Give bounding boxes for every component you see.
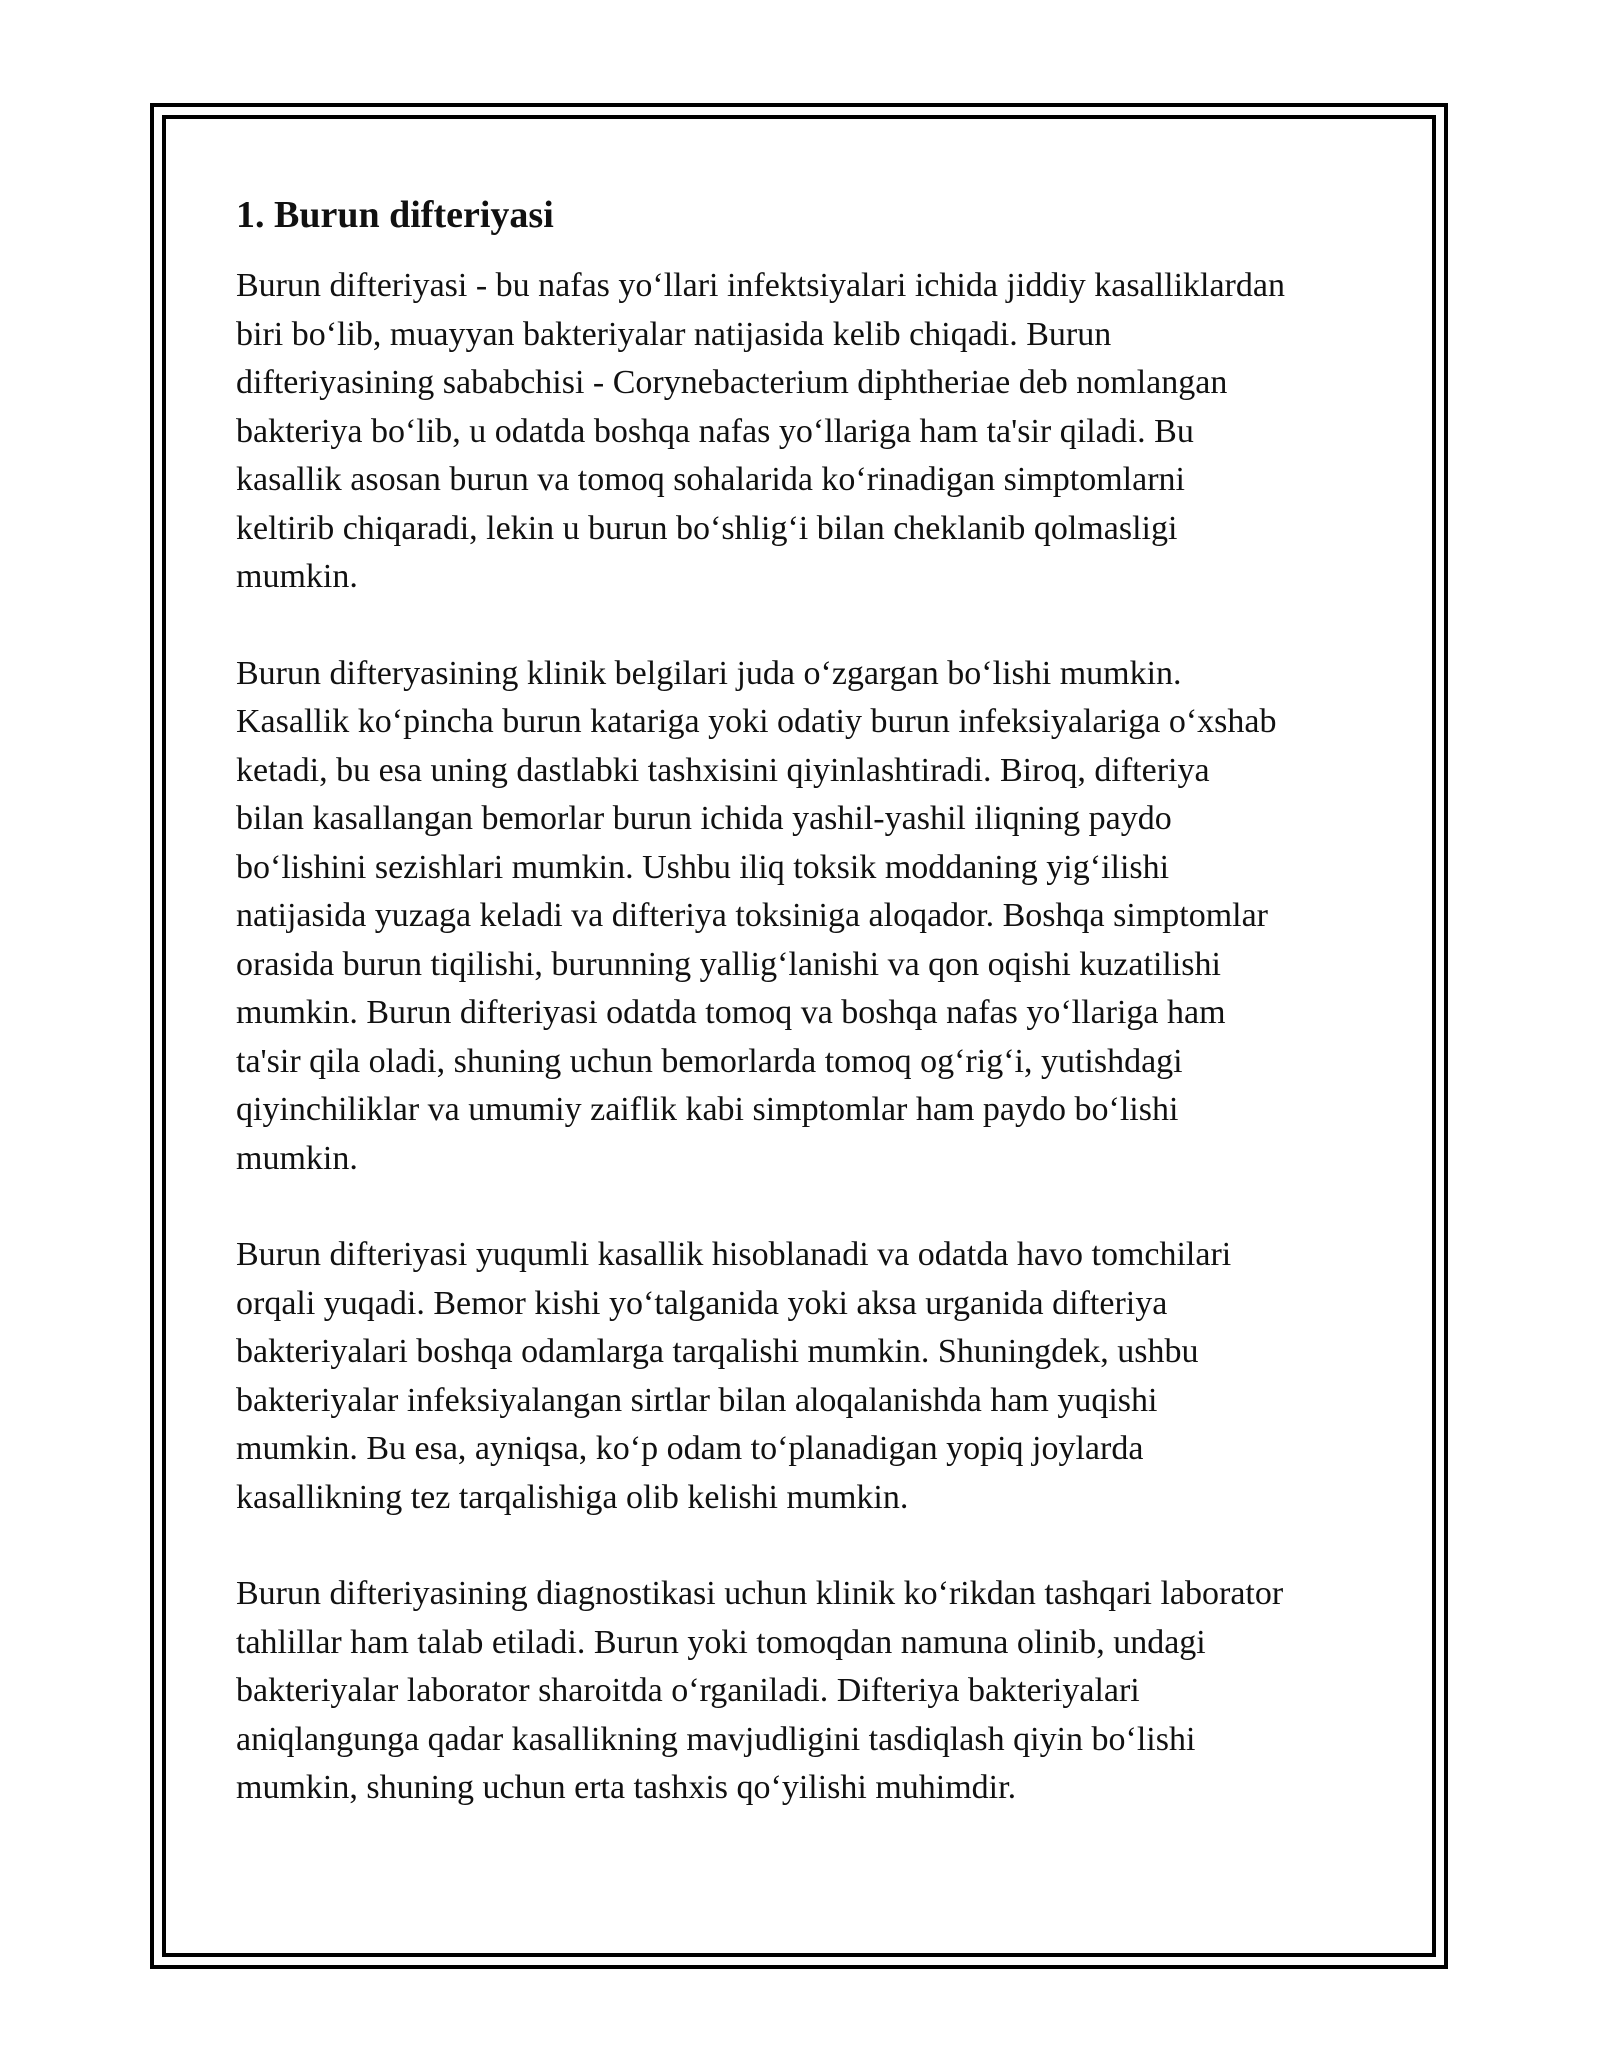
paragraph-line: mumkin. Burun difteriyasi odatda tomoq va boshqa nafas yo‘llariga ham [236,994,1226,1031]
paragraph-line: ta'sir qila oladi, shuning uchun bemorlarda tomoq og‘rig‘i, yutishdagi [236,1042,1183,1080]
paragraph-line: Burun difteriyasining diagnostikasi uchun klinik ko‘rikdan tashqari laborator [236,1575,1284,1612]
paragraph-line: qiyinchiliklar va umumiy zaiflik kabi simptomlar ham paydo bo‘lishi [236,1091,1179,1128]
paragraph-line: mumkin. Bu esa, ayniqsa, ko‘p odam to‘planadigan yopiq joylarda [236,1430,1144,1467]
paragraph-line: kasallikning tez tarqalishiga olib kelishi mumkin. [236,1478,909,1516]
paragraph-line: orqali yuqadi. Bemor kishi yo‘talganida yoki aksa urganida difteriya [236,1284,1168,1322]
paragraph-line: ketadi, bu esa uning dastlabki tashxisini qiyinlashtiradi. Biroq, difteriya [236,751,1210,789]
paragraph-line: mumkin. [236,1139,358,1177]
paragraph-line: Burun difteriyasi yuqumli kasallik hisoblanadi va odatda havo tomchilari [236,1236,1232,1273]
paragraph-line: difteriyasining sababchisi - Corynebacterium diphtheriae deb nomlangan [236,364,1228,401]
paragraph-line: orasida burun tiqilishi, burunning yallig‘lanishi va qon oqishi kuzatilishi [236,945,1221,983]
paragraph-line: aniqlangunga qadar kasallikning mavjudligini tasdiqlash qiyin bo‘lishi [236,1720,1196,1758]
paragraph-line: bakteriya bo‘lib, u odatda boshqa nafas yo‘llariga ham ta'sir qiladi. Bu [236,412,1194,450]
paragraph-line: bakteriyalar laborator sharoitda o‘rganiladi. Difteriya bakteriyalari [236,1672,1140,1709]
paragraph-line: Burun difteriyasi - bu nafas yo‘llari infektsiyalari ichida jiddiy kasalliklardan [236,267,1285,304]
paragraph-2 [236,650,1386,1184]
paragraph-3 [236,1231,1386,1522]
paragraph-line: biri bo‘lib, muayyan bakteriyalar natijasida kelib chiqadi. Burun [236,315,1112,353]
section-heading: 1. Burun difteriyasi [236,194,554,236]
paragraph-line: kasallik asosan burun va tomoq sohalarida ko‘rinadigan simptomlarni [236,461,1185,498]
paragraph-line: bo‘lishini sezishlari mumkin. Ushbu iliq toksik moddaning yig‘ilishi [236,848,1170,886]
paragraph-line: mumkin. [236,558,358,595]
paragraph-line: bilan kasallangan bemorlar burun ichida yashil-yashil iliqning paydo [236,800,1172,837]
paragraph-line: Kasallik ko‘pincha burun katariga yoki odatiy burun infeksiyalariga o‘xshab [236,703,1277,740]
document-body [236,188,1386,1861]
paragraph-line: mumkin, shuning uchun erta tashxis qo‘yilishi muhimdir. [236,1769,1017,1806]
paragraph-4 [236,1570,1386,1813]
paragraph-line: bakteriyalari boshqa odamlarga tarqalishi mumkin. Shuningdek, ushbu [236,1333,1199,1370]
paragraph-line: Burun difteryasining klinik belgilari juda o‘zgargan bo‘lishi mumkin. [236,654,1182,692]
paragraph-line: tahlillar ham talab etiladi. Burun yoki tomoqdan namuna olinib, undagi [236,1623,1206,1661]
paragraph-1 [236,262,1386,602]
paragraph-line: natijasida yuzaga keladi va difteriya toksiniga aloqador. Boshqa simptomlar [236,897,1269,934]
paragraph-line: bakteriyalar infeksiyalangan sirtlar bilan aloqalanishda ham yuqishi [236,1381,1158,1419]
paragraph-line: keltirib chiqaradi, lekin u burun bo‘shlig‘i bilan cheklanib qolmasligi [236,509,1178,547]
